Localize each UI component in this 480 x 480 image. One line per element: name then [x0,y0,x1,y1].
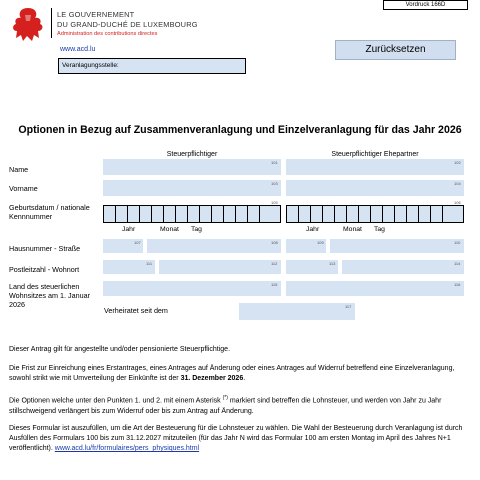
info-paragraph-1 [9,345,469,355]
spouse-firstname-field[interactable] [286,180,464,196]
forms-link[interactable]: www.acd.lu/fr/formulaires/pers_physiques.html [54,445,200,453]
logo-divider [51,8,52,38]
info-text-3-end: markiert sind betreffen die Lohnsteuer, und werden von Jahr zu Jahr stillschweigend verlängert bis zum Widerruf oder bis zum Antrag auf Änderung. [9,397,442,415]
label-vorname: Vorname [9,184,38,193]
field-number-110: 110 [454,240,461,245]
spouse-national-id-field[interactable] [286,205,464,223]
taxpayer-national-id-field[interactable] [103,205,281,223]
info-paragraph-2 [9,364,469,384]
org-line-2: DU GRAND-DUCHÉ DE LUXEMBOURG [57,20,198,29]
field-number-116: 116 [454,282,461,287]
label-name: Name [9,165,29,174]
assessment-office-field[interactable] [58,58,246,74]
info-paragraph-4 [9,424,469,455]
field-number-106: 106 [454,200,461,205]
spouse-year-label: Jahr [306,226,320,233]
field-number-114: 114 [454,261,461,266]
field-number-108: 108 [271,240,278,245]
info-text-1: Dieser Antrag gilt für angestellte und/oder pensionierte Steuerpflichtige. [9,346,231,353]
field-number-112: 112 [271,261,278,266]
info-paragraph-3 [9,393,469,417]
red-lion-icon [8,5,48,45]
taxpayer-name-field[interactable] [103,159,281,175]
spouse-street-field[interactable] [330,239,464,253]
label-country: Land des steuerlichen Wohnsitzes am 1. Januar 2026 [9,282,90,309]
field-number-113: 113 [329,261,336,266]
taxpayer-month-label: Monat [160,226,179,233]
asterisk-marker: (*) [222,395,228,401]
taxpayer-city-field[interactable] [159,260,281,274]
married-since-field[interactable] [239,303,355,320]
assessment-office-label: Veranlagungsstelle: [62,62,119,69]
taxpayer-year-label: Jahr [122,226,136,233]
org-line-3: Administration des contributions directes [57,31,158,37]
column-header-spouse: Steuerpflichtiger Ehepartner [331,151,419,158]
info-text-4: Dieses Formular ist auszufüllen, um die Art der Besteuerung für die Lohnsteuer zu wählen. Die Wahl der Besteuerung durch Veranlagung ist durch Ausfüllen des Formulars 100 bis zum 31.12.2027 mitzuteilen (für das Jahr N wird das Formular 100 am ersten Montag im April des Jahres N+1 veröffentlicht). [9,425,463,453]
reset-button[interactable]: Zurücksetzen [335,40,456,60]
info-text-2-end: . [243,375,246,383]
info-text-2: Die Frist zur Einreichung eines Erstantrages, eines Antrages auf Änderung oder eines Antrages auf Widerruf betreffend eine Einzelveranlagung, sowohl strikt wie mit Umverteilung der Einkünfte ist der [9,365,455,383]
form-number: Vordruck 166D [383,0,468,10]
field-number-117: 117 [345,304,352,309]
taxpayer-day-label: Tag [191,226,202,233]
field-number-109: 109 [317,240,324,245]
deadline-date: 31. Dezember 2026 [180,375,244,383]
field-number-103: 103 [271,181,278,186]
spouse-month-label: Monat [343,226,362,233]
field-number-107: 107 [134,240,141,245]
label-birth-id: Geburtsdatum / nationale Kennnummer [9,203,90,221]
org-line-1: LE GOUVERNEMENT [57,10,135,19]
website-link[interactable]: www.acd.lu [60,46,96,53]
field-number-104: 104 [454,181,461,186]
field-number-115: 115 [271,282,278,287]
spouse-country-field[interactable] [286,281,464,296]
page-title: Optionen in Bezug auf Zusammenveranlagung und Einzelveranlagung für das Jahr 2026 [18,124,462,136]
taxpayer-country-field[interactable] [103,281,281,296]
info-text-3: Die Optionen welche unter den Punkten 1. und 2. mit einem Asterisk [9,397,223,405]
field-number-101: 101 [271,160,278,165]
field-number-105: 105 [271,200,278,205]
taxpayer-street-field[interactable] [147,239,281,253]
field-number-102: 102 [454,160,461,165]
spouse-name-field[interactable] [286,159,464,175]
spouse-day-label: Tag [374,226,385,233]
label-married-since: Verheiratet seit dem [104,306,168,315]
label-postal: Postleitzahl - Wohnort [9,265,80,274]
column-header-taxpayer: Steuerpflichtiger [166,151,218,158]
label-street: Hausnummer - Straße [9,244,81,253]
spouse-city-field[interactable] [342,260,464,274]
taxpayer-firstname-field[interactable] [103,180,281,196]
field-number-111: 111 [146,261,153,266]
